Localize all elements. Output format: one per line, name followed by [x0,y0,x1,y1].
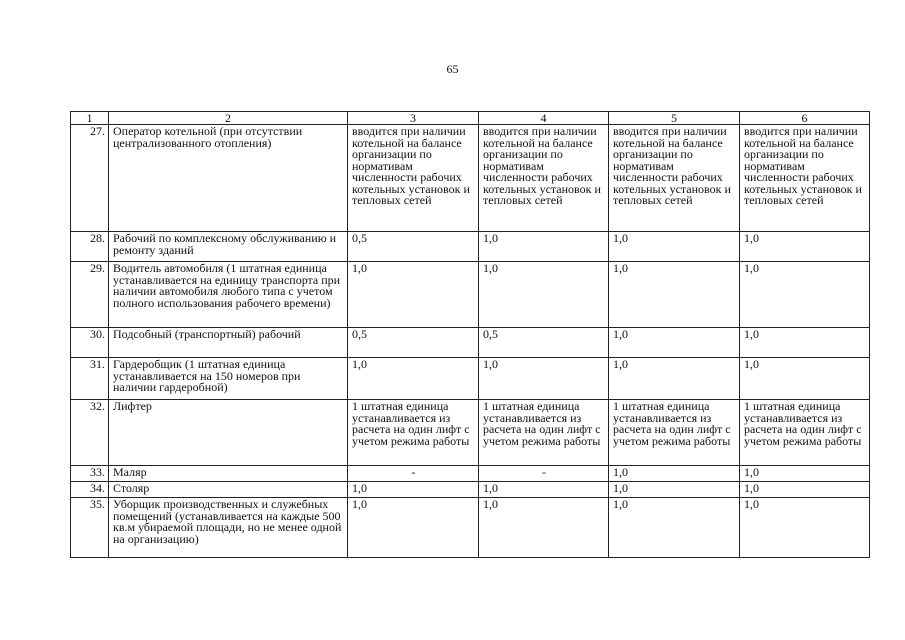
position-name: Водитель автомобиля (1 штатная единица устанавливается на единицу транспорта при наличии автомобиля любого типа с учетом полного использования рабочего времени) [109,262,348,328]
cell-value: вводится при наличии котельной на балансе организации по нормативам численности рабочих котельных установок и тепловых сетей [609,125,740,232]
cell-value: 1,0 [479,232,609,262]
position-name: Маляр [109,466,348,482]
page-number: 65 [446,62,459,76]
position-name: Столяр [109,482,348,498]
row-number: 29. [71,262,109,328]
cell-value: 1 штатная единица устанавливается из расчета на один лифт с учетом режима работы [348,400,479,466]
row-number: 30. [71,328,109,358]
position-name: Гардеробщик (1 штатная единица устанавливается на 150 номеров при наличии гардеробной) [109,358,348,400]
cell-value: 1 штатная единица устанавливается из расчета на один лифт с учетом режима работы [740,400,870,466]
cell-value: 1,0 [348,482,479,498]
table-row [71,358,870,400]
cell-value: 1,0 [609,328,740,358]
table-row [71,328,870,358]
cell-value: 1 штатная единица устанавливается из расчета на один лифт с учетом режима работы [609,400,740,466]
cell-value: 1,0 [740,232,870,262]
row-number: 33. [71,466,109,482]
cell-value: 1,0 [740,358,870,400]
row-number: 34. [71,482,109,498]
table-row [71,482,870,498]
row-number: 35. [71,498,109,558]
table-row [71,400,870,466]
row-number: 27. [71,125,109,232]
cell-value: вводится при наличии котельной на балансе организации по нормативам численности рабочих котельных установок и тепловых сетей [740,125,870,232]
cell-value: - [479,466,609,482]
column-header: 1 [71,112,109,125]
column-header: 6 [740,112,870,125]
row-number: 28. [71,232,109,262]
cell-value: 1,0 [609,482,740,498]
position-name: Уборщик производственных и служебных помещений (устанавливается на каждые 500 кв.м убираемой площади, но не менее одной на организацию) [109,498,348,558]
cell-value: 1,0 [348,262,479,328]
cell-value: 0,5 [479,328,609,358]
column-header: 4 [479,112,609,125]
cell-value: 1 штатная единица устанавливается из расчета на один лифт с учетом режима работы [479,400,609,466]
row-number: 32. [71,400,109,466]
cell-value: 1,0 [348,358,479,400]
cell-value: 1,0 [740,328,870,358]
cell-value: 1,0 [348,498,479,558]
cell-value: 1,0 [609,466,740,482]
position-name: Подсобный (транспортный) рабочий [109,328,348,358]
table-header-row [71,112,870,125]
table-row [71,466,870,482]
cell-value: вводится при наличии котельной на балансе организации по нормативам численности рабочих котельных установок и тепловых сетей [348,125,479,232]
cell-value: 0,5 [348,328,479,358]
cell-value: 0,5 [348,232,479,262]
column-header: 2 [109,112,348,125]
column-header: 3 [348,112,479,125]
table-row [71,125,870,232]
staffing-table [70,111,870,558]
column-header: 5 [609,112,740,125]
table-row [71,232,870,262]
cell-value: 1,0 [609,262,740,328]
cell-value: 1,0 [740,466,870,482]
cell-value: 1,0 [740,498,870,558]
cell-value: 1,0 [740,482,870,498]
cell-value: - [348,466,479,482]
cell-value: 1,0 [740,262,870,328]
table-row [71,498,870,558]
cell-value: 1,0 [609,232,740,262]
position-name: Лифтер [109,400,348,466]
position-name: Рабочий по комплексному обслуживанию и ремонту зданий [109,232,348,262]
cell-value: 1,0 [479,482,609,498]
cell-value: 1,0 [479,358,609,400]
table-row [71,262,870,328]
cell-value: 1,0 [609,358,740,400]
cell-value: вводится при наличии котельной на балансе организации по нормативам численности рабочих котельных установок и тепловых сетей [479,125,609,232]
cell-value: 1,0 [479,498,609,558]
position-name: Оператор котельной (при отсутствии централизованного отопления) [109,125,348,232]
row-number: 31. [71,358,109,400]
cell-value: 1,0 [609,498,740,558]
cell-value: 1,0 [479,262,609,328]
